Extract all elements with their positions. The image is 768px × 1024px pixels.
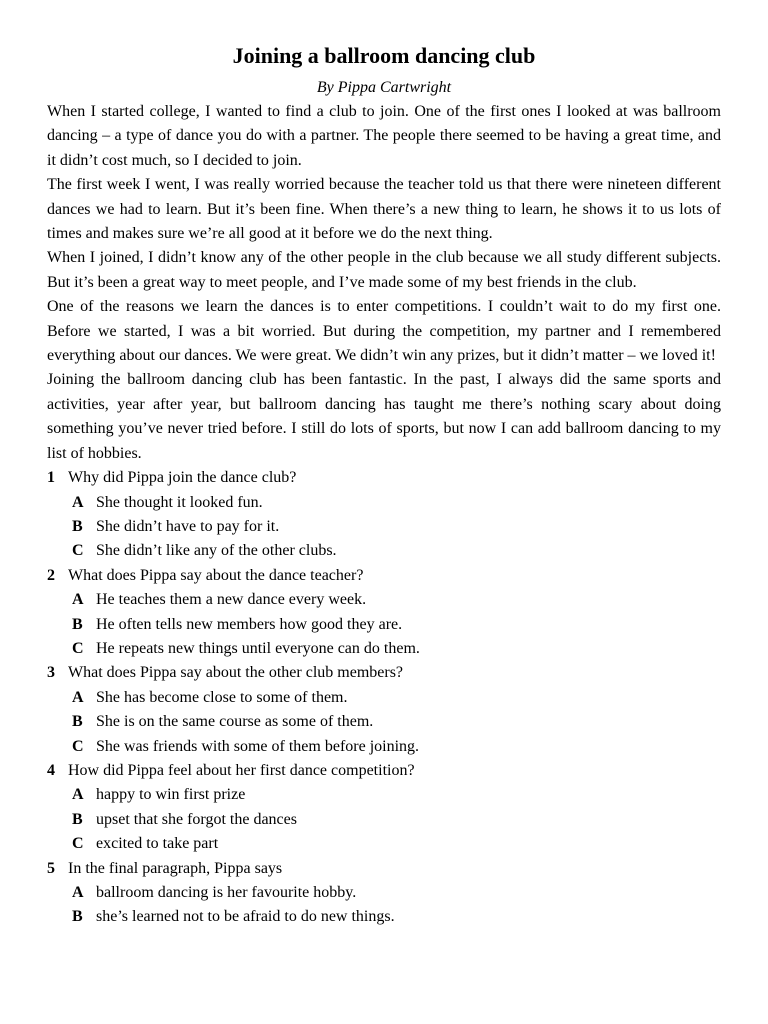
option-letter: B: [72, 713, 83, 731]
option-text: She was friends with some of them before joining.: [96, 737, 420, 755]
question-text: Why did Pippa join the dance club?: [68, 469, 297, 487]
question-text: What does Pippa say about the dance teacher?: [68, 566, 364, 584]
question-number: 3: [47, 664, 55, 682]
answer-option: [47, 637, 721, 661]
answer-option: [47, 783, 721, 807]
question-item: [47, 466, 721, 564]
question-number: 1: [47, 469, 55, 487]
answer-option: [47, 491, 721, 515]
answer-option: [47, 808, 721, 832]
option-text: She is on the same course as some of them.: [96, 713, 374, 731]
question-item: [47, 857, 721, 930]
option-text: ballroom dancing is her favourite hobby.: [96, 884, 357, 901]
question-stem: [47, 857, 721, 881]
answer-option: [47, 588, 721, 612]
option-letter: A: [72, 884, 84, 901]
option-text: He repeats new things until everyone can do them.: [96, 639, 420, 657]
answer-option: [47, 613, 721, 637]
question-text: What does Pippa say about the other club members?: [68, 664, 404, 682]
answer-option: [47, 539, 721, 563]
answer-option: [47, 881, 721, 905]
option-letter: B: [72, 615, 83, 633]
option-letter: B: [72, 517, 83, 535]
option-letter: C: [72, 639, 84, 657]
answer-option: [47, 710, 721, 734]
option-text: He teaches them a new dance every week.: [96, 591, 367, 609]
question-number: 2: [47, 566, 55, 584]
option-text: He often tells new members how good they are.: [96, 615, 403, 633]
option-letter: C: [72, 835, 84, 853]
option-letter: A: [72, 786, 84, 804]
answer-option: [47, 686, 721, 710]
article-paragraph: The first week I went, I was really worried because the teacher told us that there were nineteen different dances we had to learn. But it’s been fine. When there’s a new thing to learn, he shows it to us lots of times and makes sure we’re all good at it before we do the next thing.: [47, 176, 721, 243]
question-stem: [47, 466, 721, 490]
option-text: excited to take part: [96, 835, 219, 853]
option-text: She thought it looked fun.: [96, 493, 263, 511]
option-text: She didn’t like any of the other clubs.: [96, 542, 337, 560]
question-stem: [47, 661, 721, 685]
question-number: 4: [47, 761, 55, 779]
question-stem: [47, 564, 721, 588]
option-letter: B: [72, 810, 83, 828]
option-letter: A: [72, 688, 84, 706]
question-item: [47, 759, 721, 857]
option-text: She didn’t have to pay for it.: [96, 517, 280, 535]
article-paragraph: When I joined, I didn’t know any of the other people in the club because we all study different subjects. But it’s been a great way to meet people, and I’ve made some of my best friends in the club.: [47, 249, 721, 291]
option-text: upset that she forgot the dances: [96, 810, 297, 828]
option-text: She has become close to some of them.: [96, 688, 348, 706]
question-item: [47, 661, 721, 759]
option-letter: B: [72, 908, 83, 926]
option-letter: A: [72, 493, 84, 511]
article-body: [47, 100, 721, 466]
answer-option: [47, 832, 721, 856]
question-list: [47, 466, 721, 930]
question-item: [47, 564, 721, 662]
option-letter: C: [72, 542, 84, 560]
author-byline: By Pippa Cartwright: [316, 79, 452, 96]
article-paragraph: When I started college, I wanted to find a club to join. One of the first ones I looked at was ballroom dancing – a type of dance you do with a partner. The people there seemed to be having a great time, and it didn’t cost much, so I decided to join.: [47, 103, 721, 169]
option-letter: A: [72, 591, 84, 609]
question-stem: [47, 759, 721, 783]
answer-option: [47, 905, 721, 929]
question-text: In the final paragraph, Pippa says: [68, 859, 283, 877]
option-text: happy to win first prize: [96, 786, 246, 804]
question-text: How did Pippa feel about her first dance competition?: [68, 761, 415, 779]
question-number: 5: [47, 859, 55, 877]
article-paragraph: Joining the ballroom dancing club has been fantastic. In the past, I always did the same sports and activities, year after year, but ballroom dancing has taught me there’s nothing scary about doing something you’ve never tried before. I still do lots of sports, but now I can add ballroom dancing to my list of hobbies.: [47, 371, 721, 462]
answer-option: [47, 515, 721, 539]
option-text: she’s learned not to be afraid to do new things.: [96, 908, 395, 926]
answer-option: [47, 735, 721, 759]
document-title: Joining a ballroom dancing club: [232, 43, 536, 68]
option-letter: C: [72, 737, 84, 755]
article-paragraph: One of the reasons we learn the dances is to enter competitions. I couldn’t wait to do my first one. Before we started, I was a bit worried. But during the competition, my partner and I remembered everything about our dances. We were great. We didn’t win any prizes, but it didn’t matter – we loved it!: [47, 298, 721, 365]
